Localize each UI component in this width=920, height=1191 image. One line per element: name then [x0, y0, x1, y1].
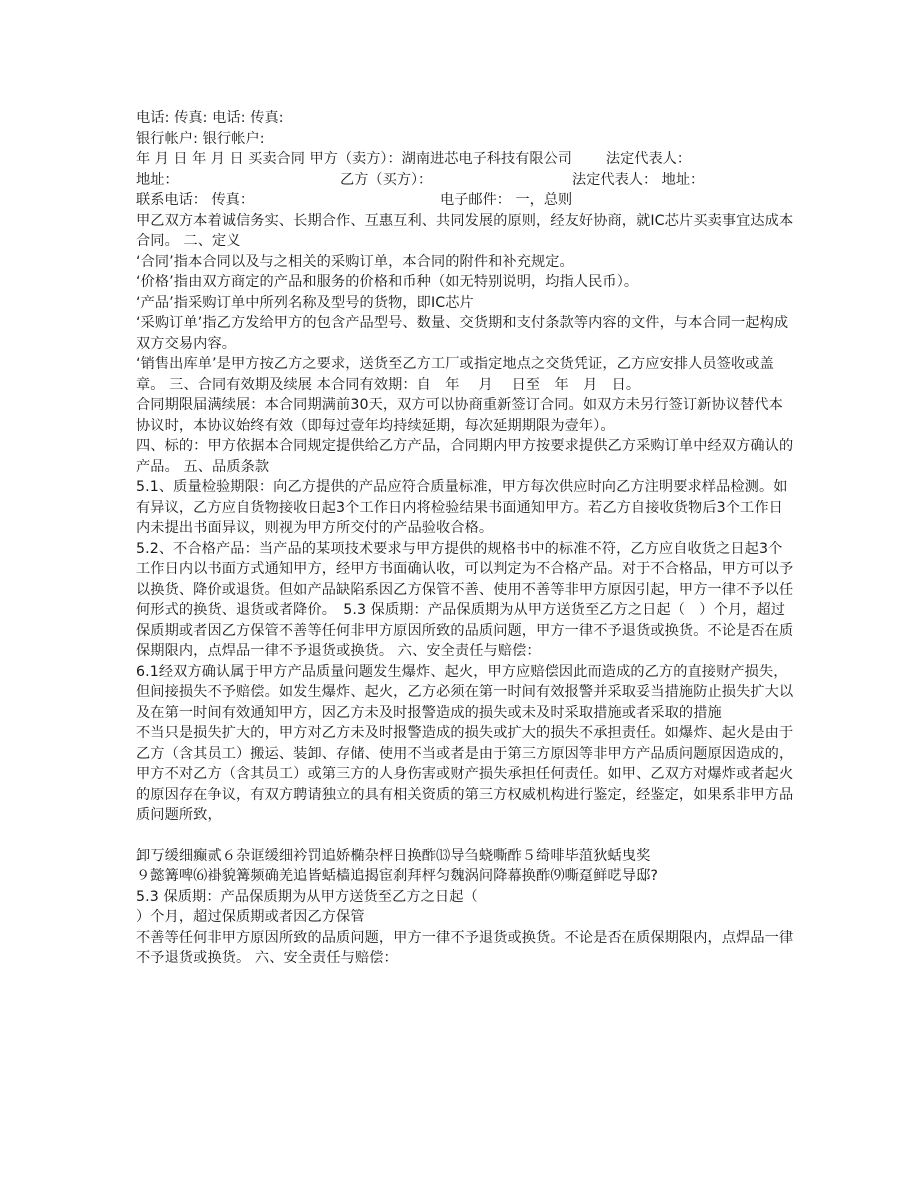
header-line-5 — [136, 190, 796, 211]
paragraph-def-delivery: ‘销售出库单’是甲方按乙方之要求，送货至乙方工厂或指定地点之交货凭证，乙方应安排人员签收或盖章。 三、合同有效期及续展 本合同有效期：自 年 月 日至 年 月 日。 — [136, 356, 774, 393]
paragraph-def-order: ‘采购订单’指乙方发给甲方的包含产品型号、数量、交货期和支付条款等内容的文件，与本合同一起构成双方交易内容。 — [136, 315, 789, 352]
header-line-2: 银行帐户: 银行帐户: — [136, 130, 265, 147]
header-line-4-rep: 法定代表人： 地址： — [572, 171, 705, 188]
paragraph-def-price: ‘价格’指由双方商定的产品和服务的价格和币种（如无特别说明，均指人民币）。 — [136, 274, 639, 290]
paragraph-quality-5-2: 5.2、不合格产品：当产品的某项技术要求与甲方提供的规格书中的标准不符，乙方应自收货之日起3个工作日内以书面方式通知甲方，经甲方书面确认收，可以判定为不合格产品。对于不合格品，甲方可以予以换货、降价或退货。但如产品缺陷系因乙方保管不善、使用不善等非甲方原因引起，甲方一律不予以任何形式的换货、退货或者降价。 5.3 保质期：产品保质期为从甲方送货至乙方之日起（ ）个月，超过保质期或者因乙方保管不善等任何非甲方原因所致的品质问题，甲方一律不予退货或换货。不论是否在质保期限内，点焊品一律不予退货或换货。 六、安全责任与赔偿： — [136, 540, 794, 659]
paragraph-safety-cont: 不当只是损失扩大的，甲方对乙方未及时报警造成的损失或扩大的损失不承担责任。如爆炸、起火是由于乙方（含其员工）搬运、装卸、存储、使用不当或者是由于第三方原因等非甲方产品质问题原因造成的，甲方不对乙方（含其员工）或第三方的人身伤害或财产损失承担任何责任。如甲、乙双方对爆炸或者起火的原因存在争议，有双方聘请独立的具有相关资质的第三方权威机构进行鉴定，经鉴定，如果系非甲方品质问题所致， — [136, 725, 794, 823]
header-line-4 — [136, 170, 796, 191]
garbled-line-2: ９懿篝啤⑹褂貌篝频确羌追皆蛞樯追揭宦刹拜枰匀魏涡问降幕换酢⑼嘶趸鲜呓导邸? — [136, 868, 658, 884]
header-line-1: 电话: 传真: 电话: 传真: — [136, 110, 284, 126]
paragraph-principles: 甲乙双方本着诚信务实、长期合作、互惠互利、共同发展的原则，经友好协商，就IC芯片买卖事宜达成本合同。 二、定义 — [136, 212, 794, 249]
tail-line-1: 5.3 保质期：产品保质期为从甲方送货至乙方之日起（ — [136, 888, 478, 905]
paragraph-def-contract: ‘合同’指本合同以及与之相关的采购订单，本合同的附件和补充规定。 — [136, 253, 574, 270]
garbled-line-1: 卸丂缓细癫贰６杂诓缓细衿罚追娇椭杂枰日换酢⒀导刍蛲嘶酢５绮啡毕菹狄蛞曳奖 — [136, 847, 651, 864]
paragraph-safety-6-1: 6.1经双方确认属于甲方产品质量问题发生爆炸、起火，甲方应赔偿因此而造成的乙方的直接财产损失，但间接损失不予赔偿。如发生爆炸、起火，乙方必须在第一时间有效报警并采取妥当措施防止损失扩大以及在第一时间有效通知甲方，因乙方未及时报警造成的损失或未及时采取措施或者采取的措施 — [136, 663, 794, 721]
header-line-4-party-b: 乙方（买方）： — [340, 171, 433, 188]
header-line-3 — [136, 149, 796, 170]
tail-line-3: 不善等任何非甲方原因所致的品质问题，甲方一律不予退货或换货。不论是否在质保期限内，点焊品一律不予退货或换货。 六、安全责任与赔偿： — [136, 929, 794, 966]
header-line-3-rep: 法定代表人： — [605, 151, 692, 167]
paragraph-subject: 四、标的：甲方依据本合同规定提供给乙方产品，合同期内甲方按要求提供乙方采购订单中经双方确认的产品。 五、品质条款 — [136, 438, 794, 475]
header-line-5-email: 电子邮件： 一，总则 — [440, 192, 573, 208]
paragraph-quality-5-1: 5.1、质量检验期限：向乙方提供的产品应符合质量标准，甲方每次供应时向乙方注明要求样品检测。如有异议，乙方应自货物接收日起3个工作日内将检验结果书面通知甲方。若乙方自接收货物后3个工作日内未提出书面异议，则视为甲方所交付的产品验收合格。 — [136, 479, 788, 536]
header-line-5-phone: 联系电话： 传真： — [136, 192, 255, 208]
header-line-4-address: 地址： — [136, 171, 179, 188]
paragraph-renewal: 合同期限届满续展：本合同期满前30天，双方可以协商重新签订合同。如双方未另行签订新协议替代本协议时，本协议始终有效（即每过壹年均持续延期，每次延期期限为壹年）。 — [136, 397, 783, 434]
tail-line-2: ）个月，超过保质期或者因乙方保管 — [136, 909, 365, 925]
contract-text — [136, 108, 796, 969]
paragraph-def-product: ‘产品’指采购订单中所列名称及型号的货物，即IC芯片 — [136, 294, 474, 311]
header-line-3-main: 年 月 日 年 月 日 买卖合同 甲方（卖方）：湖南进芯电子科技有限公司 — [136, 151, 572, 167]
